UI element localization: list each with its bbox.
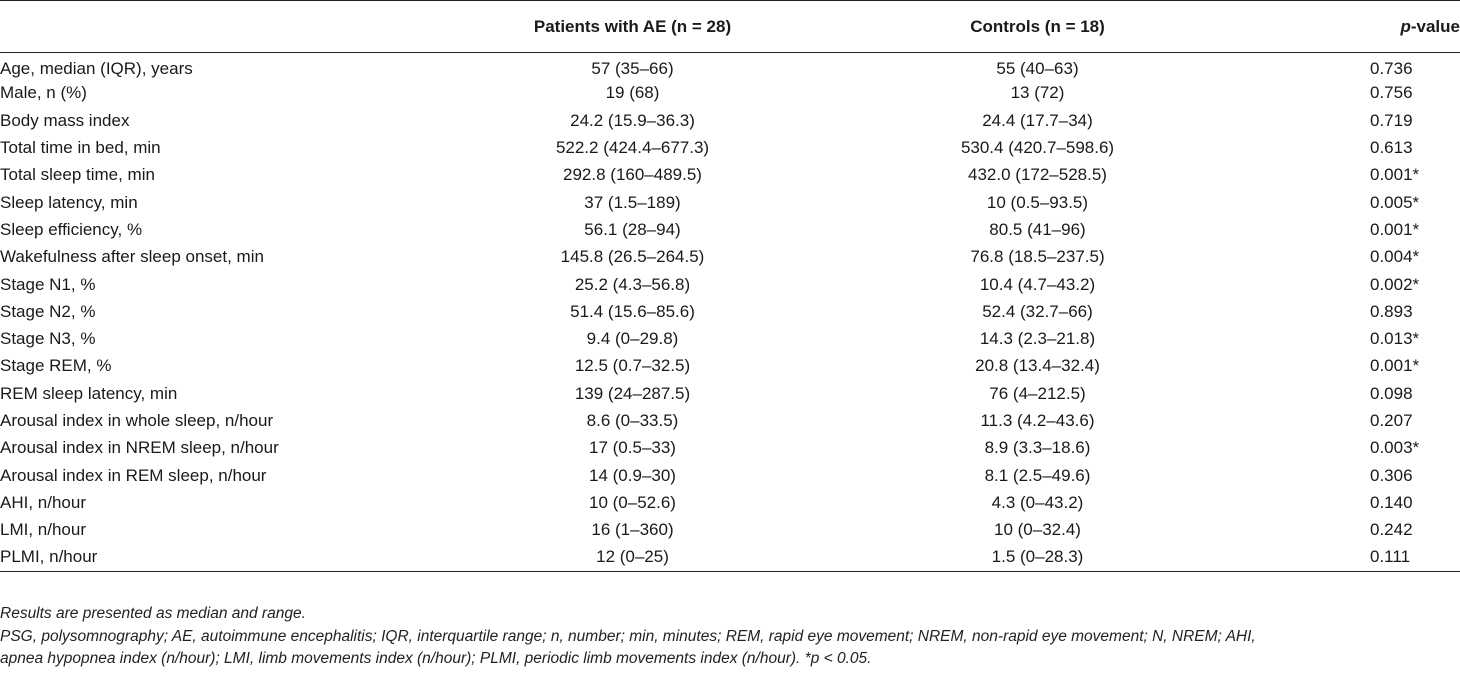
cell-p-value: 0.003* (1370, 438, 1420, 458)
cell-controls: 80.5 (41–96) (989, 219, 1086, 239)
cell-p-value: 0.893 (1370, 301, 1413, 321)
header-controls: Controls (n = 18) (970, 16, 1105, 36)
table-row (0, 134, 1460, 161)
cell-p-value: 0.242 (1370, 520, 1413, 540)
cell-variable: Body mass index (0, 110, 130, 130)
cell-controls: 76 (4–212.5) (989, 383, 1086, 403)
header-p-italic: p (1400, 16, 1411, 36)
header-p-value (1290, 1, 1460, 53)
cell-p-value: 0.719 (1370, 110, 1413, 130)
cell-variable: Arousal index in whole sleep, n/hour (0, 411, 274, 430)
cell-patients: 8.6 (0–33.5) (586, 411, 679, 430)
cell-patients: 25.2 (4.3–56.8) (574, 274, 691, 294)
cell-p-value: 0.001* (1370, 165, 1420, 185)
cell-patients: 24.2 (15.9–36.3) (570, 110, 695, 130)
cell-controls: 24.4 (17.7–34) (982, 110, 1093, 130)
footnote-line-1: Results are presented as median and range. (0, 605, 306, 622)
cell-patients: 139 (24–287.5) (574, 383, 691, 403)
cell-patients: 14 (0.9–30) (589, 465, 676, 485)
table-row (0, 380, 1460, 407)
cell-patients: 51.4 (15.6–85.6) (570, 301, 695, 321)
cell-p-value: 0.098 (1370, 383, 1413, 403)
cell-controls: 1.5 (0–28.3) (991, 547, 1084, 567)
footnote-line-3: apnea hypopnea index (n/hour); LMI, limb movements index (n/hour); PLMI, periodic limb movements index (n/hour). *p < 0.05. (0, 650, 872, 667)
table-row (0, 517, 1460, 544)
cell-controls: 11.3 (4.2–43.6) (980, 411, 1095, 430)
table-row (0, 162, 1460, 189)
cell-variable: Sleep latency, min (0, 192, 138, 212)
cell-variable: Stage N1, % (0, 274, 96, 294)
cell-controls: 530.4 (420.7–598.6) (960, 138, 1115, 158)
cell-patients: 19 (68) (605, 83, 660, 103)
header-p-suffix: -value (1410, 16, 1460, 36)
cell-p-value: 0.306 (1370, 465, 1413, 485)
cell-controls: 55 (40–63) (996, 59, 1079, 79)
cell-patients: 56.1 (28–94) (584, 219, 681, 239)
cell-patients: 12 (0–25) (596, 547, 669, 567)
table-row (0, 298, 1460, 325)
cell-controls: 52.4 (32.7–66) (982, 301, 1093, 321)
cell-controls: 8.1 (2.5–49.6) (984, 465, 1091, 485)
cell-patients: 37 (1.5–189) (584, 192, 681, 212)
cell-patients: 12.5 (0.7–32.5) (574, 356, 691, 376)
cell-p-value: 0.013* (1370, 329, 1420, 349)
cell-variable: Age, median (IQR), years (0, 59, 193, 79)
cell-p-value: 0.005* (1370, 192, 1420, 212)
cell-patients: 16 (1–360) (591, 520, 674, 540)
cell-controls: 76.8 (18.5–237.5) (970, 247, 1105, 267)
cell-p-value: 0.613 (1370, 138, 1413, 158)
cell-variable: PLMI, n/hour (0, 547, 98, 567)
cell-patients: 522.2 (424.4–677.3) (555, 138, 710, 158)
cell-p-value: 0.002* (1370, 274, 1420, 294)
table-row (0, 80, 1460, 107)
table-row (0, 189, 1460, 216)
cell-variable: Male, n (%) (0, 83, 87, 103)
cell-patients: 145.8 (26.5–264.5) (560, 247, 705, 267)
header-variable (0, 1, 430, 53)
cell-patients: 57 (35–66) (591, 59, 674, 79)
cell-controls: 8.9 (3.3–18.6) (984, 438, 1091, 458)
cell-variable: LMI, n/hour (0, 520, 86, 540)
cell-variable: Stage N3, % (0, 329, 96, 349)
table-footnotes (0, 603, 1460, 671)
table-row (0, 544, 1460, 571)
table-row (0, 53, 1460, 80)
header-patients: Patients with AE (n = 28) (533, 16, 732, 36)
cell-variable: Total sleep time, min (0, 165, 155, 185)
cell-variable: AHI, n/hour (0, 492, 86, 512)
cell-controls: 10.4 (4.7–43.2) (979, 274, 1096, 294)
cell-variable: Total time in bed, min (0, 138, 161, 158)
cell-p-value: 0.111 (1370, 547, 1411, 567)
table-row (0, 216, 1460, 243)
cell-p-value: 0.004* (1370, 247, 1420, 267)
cell-p-value: 0.001* (1370, 219, 1420, 239)
table-row (0, 325, 1460, 352)
cell-patients: 10 (0–52.6) (589, 492, 676, 512)
cell-p-value: 0.207 (1370, 411, 1413, 430)
table-row (0, 489, 1460, 516)
cell-controls: 10 (0.5–93.5) (986, 192, 1089, 212)
cell-variable: Stage REM, % (0, 356, 112, 376)
table-row (0, 244, 1460, 271)
cell-patients: 292.8 (160–489.5) (563, 165, 702, 185)
cell-p-value: 0.140 (1370, 492, 1413, 512)
cell-variable: Stage N2, % (0, 301, 96, 321)
table-row (0, 271, 1460, 298)
cell-controls: 432.0 (172–528.5) (968, 165, 1107, 185)
table-row (0, 407, 1460, 434)
cell-controls: 4.3 (0–43.2) (991, 492, 1084, 512)
footnote-line-2: PSG, polysomnography; AE, autoimmune encephalitis; IQR, interquartile range; n, number; min, minutes; REM, rapid eye movement; NREM, non-rapid eye movement; N, NREM; AHI, (0, 627, 1256, 645)
cell-patients: 9.4 (0–29.8) (586, 329, 679, 349)
cell-variable: Arousal index in REM sleep, n/hour (0, 465, 267, 485)
cell-p-value: 0.001* (1370, 356, 1420, 376)
table-row (0, 353, 1460, 380)
cell-controls: 20.8 (13.4–32.4) (975, 356, 1100, 376)
table-row (0, 462, 1460, 489)
table-row (0, 107, 1460, 134)
cell-p-value: 0.756 (1370, 83, 1413, 103)
cell-p-value: 0.736 (1370, 59, 1413, 79)
cell-variable: REM sleep latency, min (0, 383, 178, 403)
table-header-row (0, 1, 1460, 53)
cell-patients: 17 (0.5–33) (589, 438, 676, 458)
cell-controls: 13 (72) (1010, 83, 1065, 103)
table-body (0, 53, 1460, 572)
cell-variable: Arousal index in NREM sleep, n/hour (0, 438, 279, 458)
cell-controls: 14.3 (2.3–21.8) (979, 329, 1096, 349)
table-row (0, 435, 1460, 462)
cell-controls: 10 (0–32.4) (994, 520, 1081, 540)
cell-variable: Sleep efficiency, % (0, 219, 143, 239)
cell-variable: Wakefulness after sleep onset, min (0, 247, 264, 267)
